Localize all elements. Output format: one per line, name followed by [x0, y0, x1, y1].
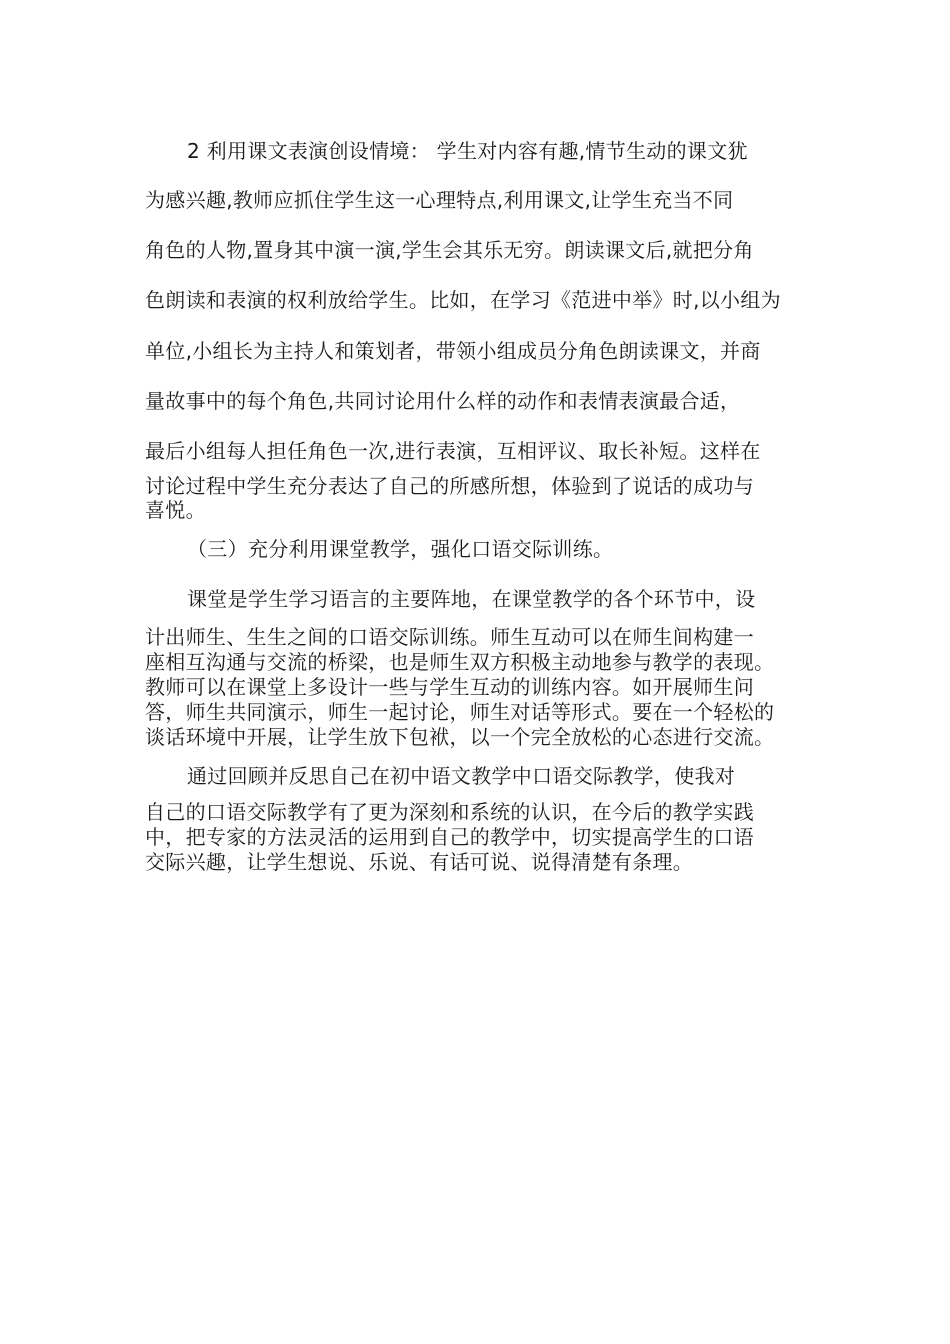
text-line: 为感兴趣,教师应抓住学生这一心理特点,利用课文,让学生充当不同 [145, 188, 734, 212]
text-line: 2 利用课文表演创设情境： 学生对内容有趣,情节生动的课文犹 [187, 139, 748, 163]
text-line: 自己的口语交际教学有了更为深刻和系统的认识，在今后的教学实践 [145, 800, 754, 824]
text-line: 单位,小组长为主持人和策划者，带领小组成员分角色朗读课文，并商 [145, 339, 761, 363]
text-line: 量故事中的每个角色,共同讨论用什么样的动作和表情表演最合适， [145, 389, 741, 413]
section-heading: （三）充分利用课堂教学，强化口语交际训练。 [187, 537, 614, 561]
text-line: 中，把专家的方法灵活的运用到自己的教学中，切实提高学生的口语 [145, 825, 754, 849]
text-line: 讨论过程中学生充分表达了自己的所感所想，体验到了说话的成功与 [145, 474, 754, 498]
text-line: 座相互沟通与交流的桥梁，也是师生双方积极主动地参与教学的表现。 [145, 650, 775, 674]
text-line: 交际兴趣，让学生想说、乐说、有话可说、说得清楚有条理。 [145, 850, 694, 874]
text-line: 谈话环境中开展，让学生放下包袱，以一个完全放松的心态进行交流。 [145, 725, 775, 749]
text-line: 答，师生共同演示，师生一起讨论，师生对话等形式。要在一个轻松的 [145, 700, 775, 724]
text-line: 计出师生、生生之间的口语交际训练。师生互动可以在师生间构建一 [145, 625, 754, 649]
text-line: 色朗读和表演的权利放给学生。比如，在学习《范进中举》时,以小组为 [145, 288, 781, 312]
text-line: 最后小组每人担任角色一次,进行表演，互相评议、取长补短。这样在 [145, 439, 761, 463]
text-line: 喜悦。 [145, 498, 206, 522]
text-line: 课堂是学生学习语言的主要阵地，在课堂教学的各个环节中，设 [187, 587, 756, 611]
text-line: 角色的人物,置身其中演一演,学生会其乐无穷。朗读课文后,就把分角 [145, 238, 754, 262]
text-line: 通过回顾并反思自己在初中语文教学中口语交际教学，使我对 [187, 764, 736, 788]
text-line: 教师可以在课堂上多设计一些与学生互动的训练内容。如开展师生问 [145, 675, 754, 699]
